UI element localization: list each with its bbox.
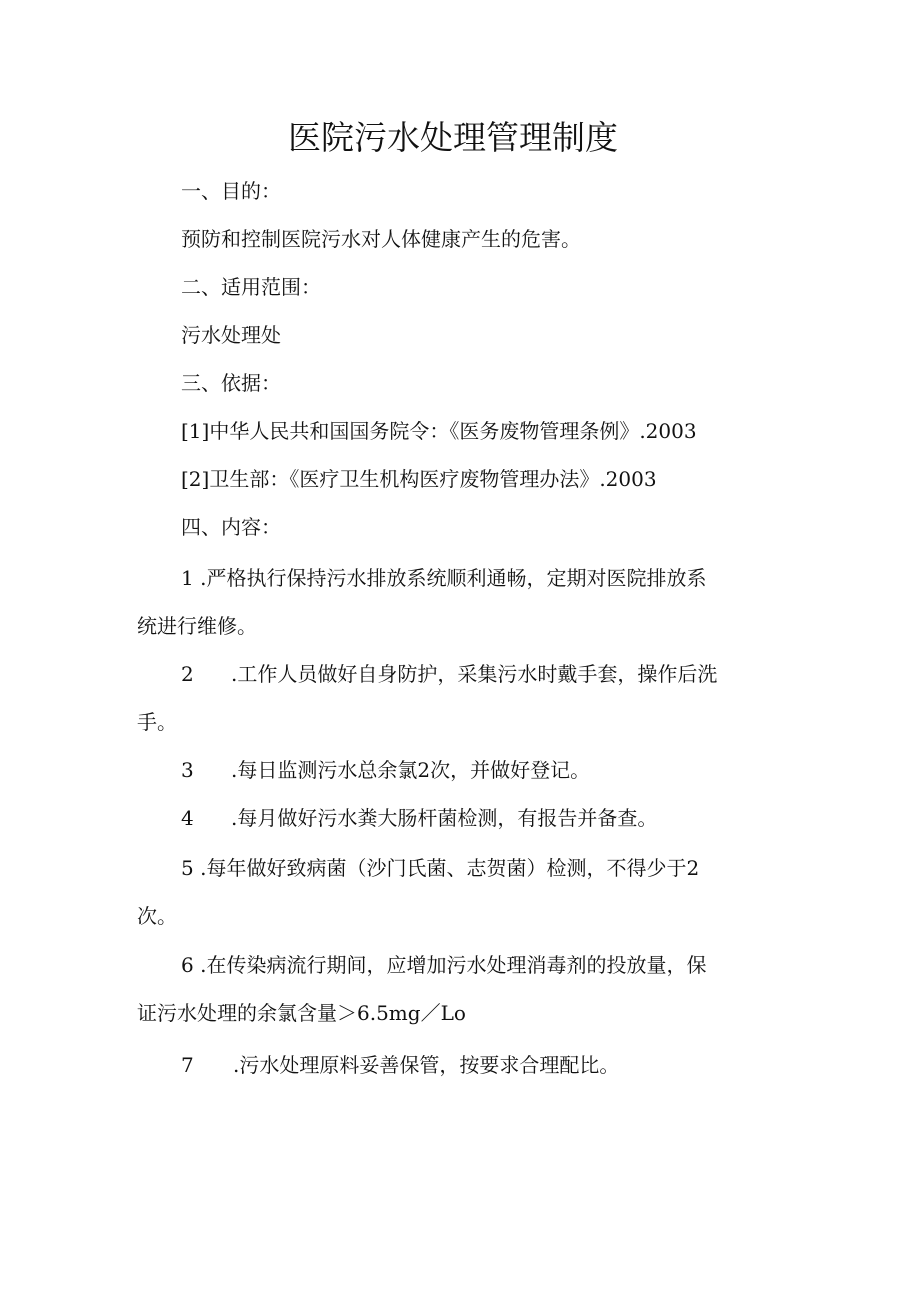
scope-heading: 二、适用范围： bbox=[181, 275, 321, 299]
item-number: 2 bbox=[181, 662, 194, 686]
item-text: .在传染病流行期间，应增加污水处理消毒剂的投放量，保 bbox=[193, 953, 707, 977]
content-item-1 bbox=[181, 563, 706, 593]
content-item-2 bbox=[181, 659, 717, 689]
item-text: .污水处理原料妥善保管，按要求合理配比。 bbox=[233, 1053, 620, 1077]
item-number: 7 bbox=[181, 1053, 194, 1077]
item-number: 6 bbox=[181, 953, 194, 977]
content-heading: 四、内容： bbox=[181, 515, 281, 539]
purpose-heading: 一、目的： bbox=[181, 179, 281, 203]
content-item-5-continuation: 次。 bbox=[137, 904, 177, 928]
item-number: 4 bbox=[181, 806, 194, 830]
basis-ref-2: [2]卫生部：《医疗卫生机构医疗废物管理办法》.2003 bbox=[181, 467, 657, 491]
purpose-text: 预防和控制医院污水对人体健康产生的危害。 bbox=[181, 227, 581, 251]
scope-text: 污水处理处 bbox=[181, 323, 281, 347]
content-item-6 bbox=[181, 950, 706, 980]
content-item-4 bbox=[181, 803, 657, 833]
item-number: 5 bbox=[181, 856, 194, 880]
item-text: .每年做好致病菌（沙门氏菌、志贺菌）检测，不得少于2 bbox=[193, 856, 700, 880]
item-number: 1 bbox=[181, 566, 194, 590]
basis-ref-1: [1]中华人民共和国国务院令：《医务废物管理条例》.2003 bbox=[181, 419, 697, 443]
item-number: 3 bbox=[181, 758, 194, 782]
item-text: .每日监测污水总余氯2次，并做好登记。 bbox=[231, 758, 591, 782]
content-item-5 bbox=[181, 853, 699, 883]
content-item-1-continuation: 统进行维修。 bbox=[137, 614, 257, 638]
item-text: .严格执行保持污水排放系统顺利通畅，定期对医院排放系 bbox=[193, 566, 707, 590]
item-text: .工作人员做好自身防护，采集污水时戴手套，操作后洗 bbox=[231, 662, 718, 686]
content-item-3 bbox=[181, 755, 590, 785]
item-text: .每月做好污水粪大肠杆菌检测，有报告并备查。 bbox=[231, 806, 658, 830]
basis-heading: 三、依据： bbox=[181, 371, 281, 395]
content-item-2-continuation: 手。 bbox=[137, 710, 177, 734]
content-item-6-continuation: 证污水处理的余氯含量＞6.5mg／Lo bbox=[137, 1001, 466, 1025]
content-item-7 bbox=[181, 1050, 619, 1080]
document-title: 医院污水处理管理制度 bbox=[288, 118, 618, 157]
